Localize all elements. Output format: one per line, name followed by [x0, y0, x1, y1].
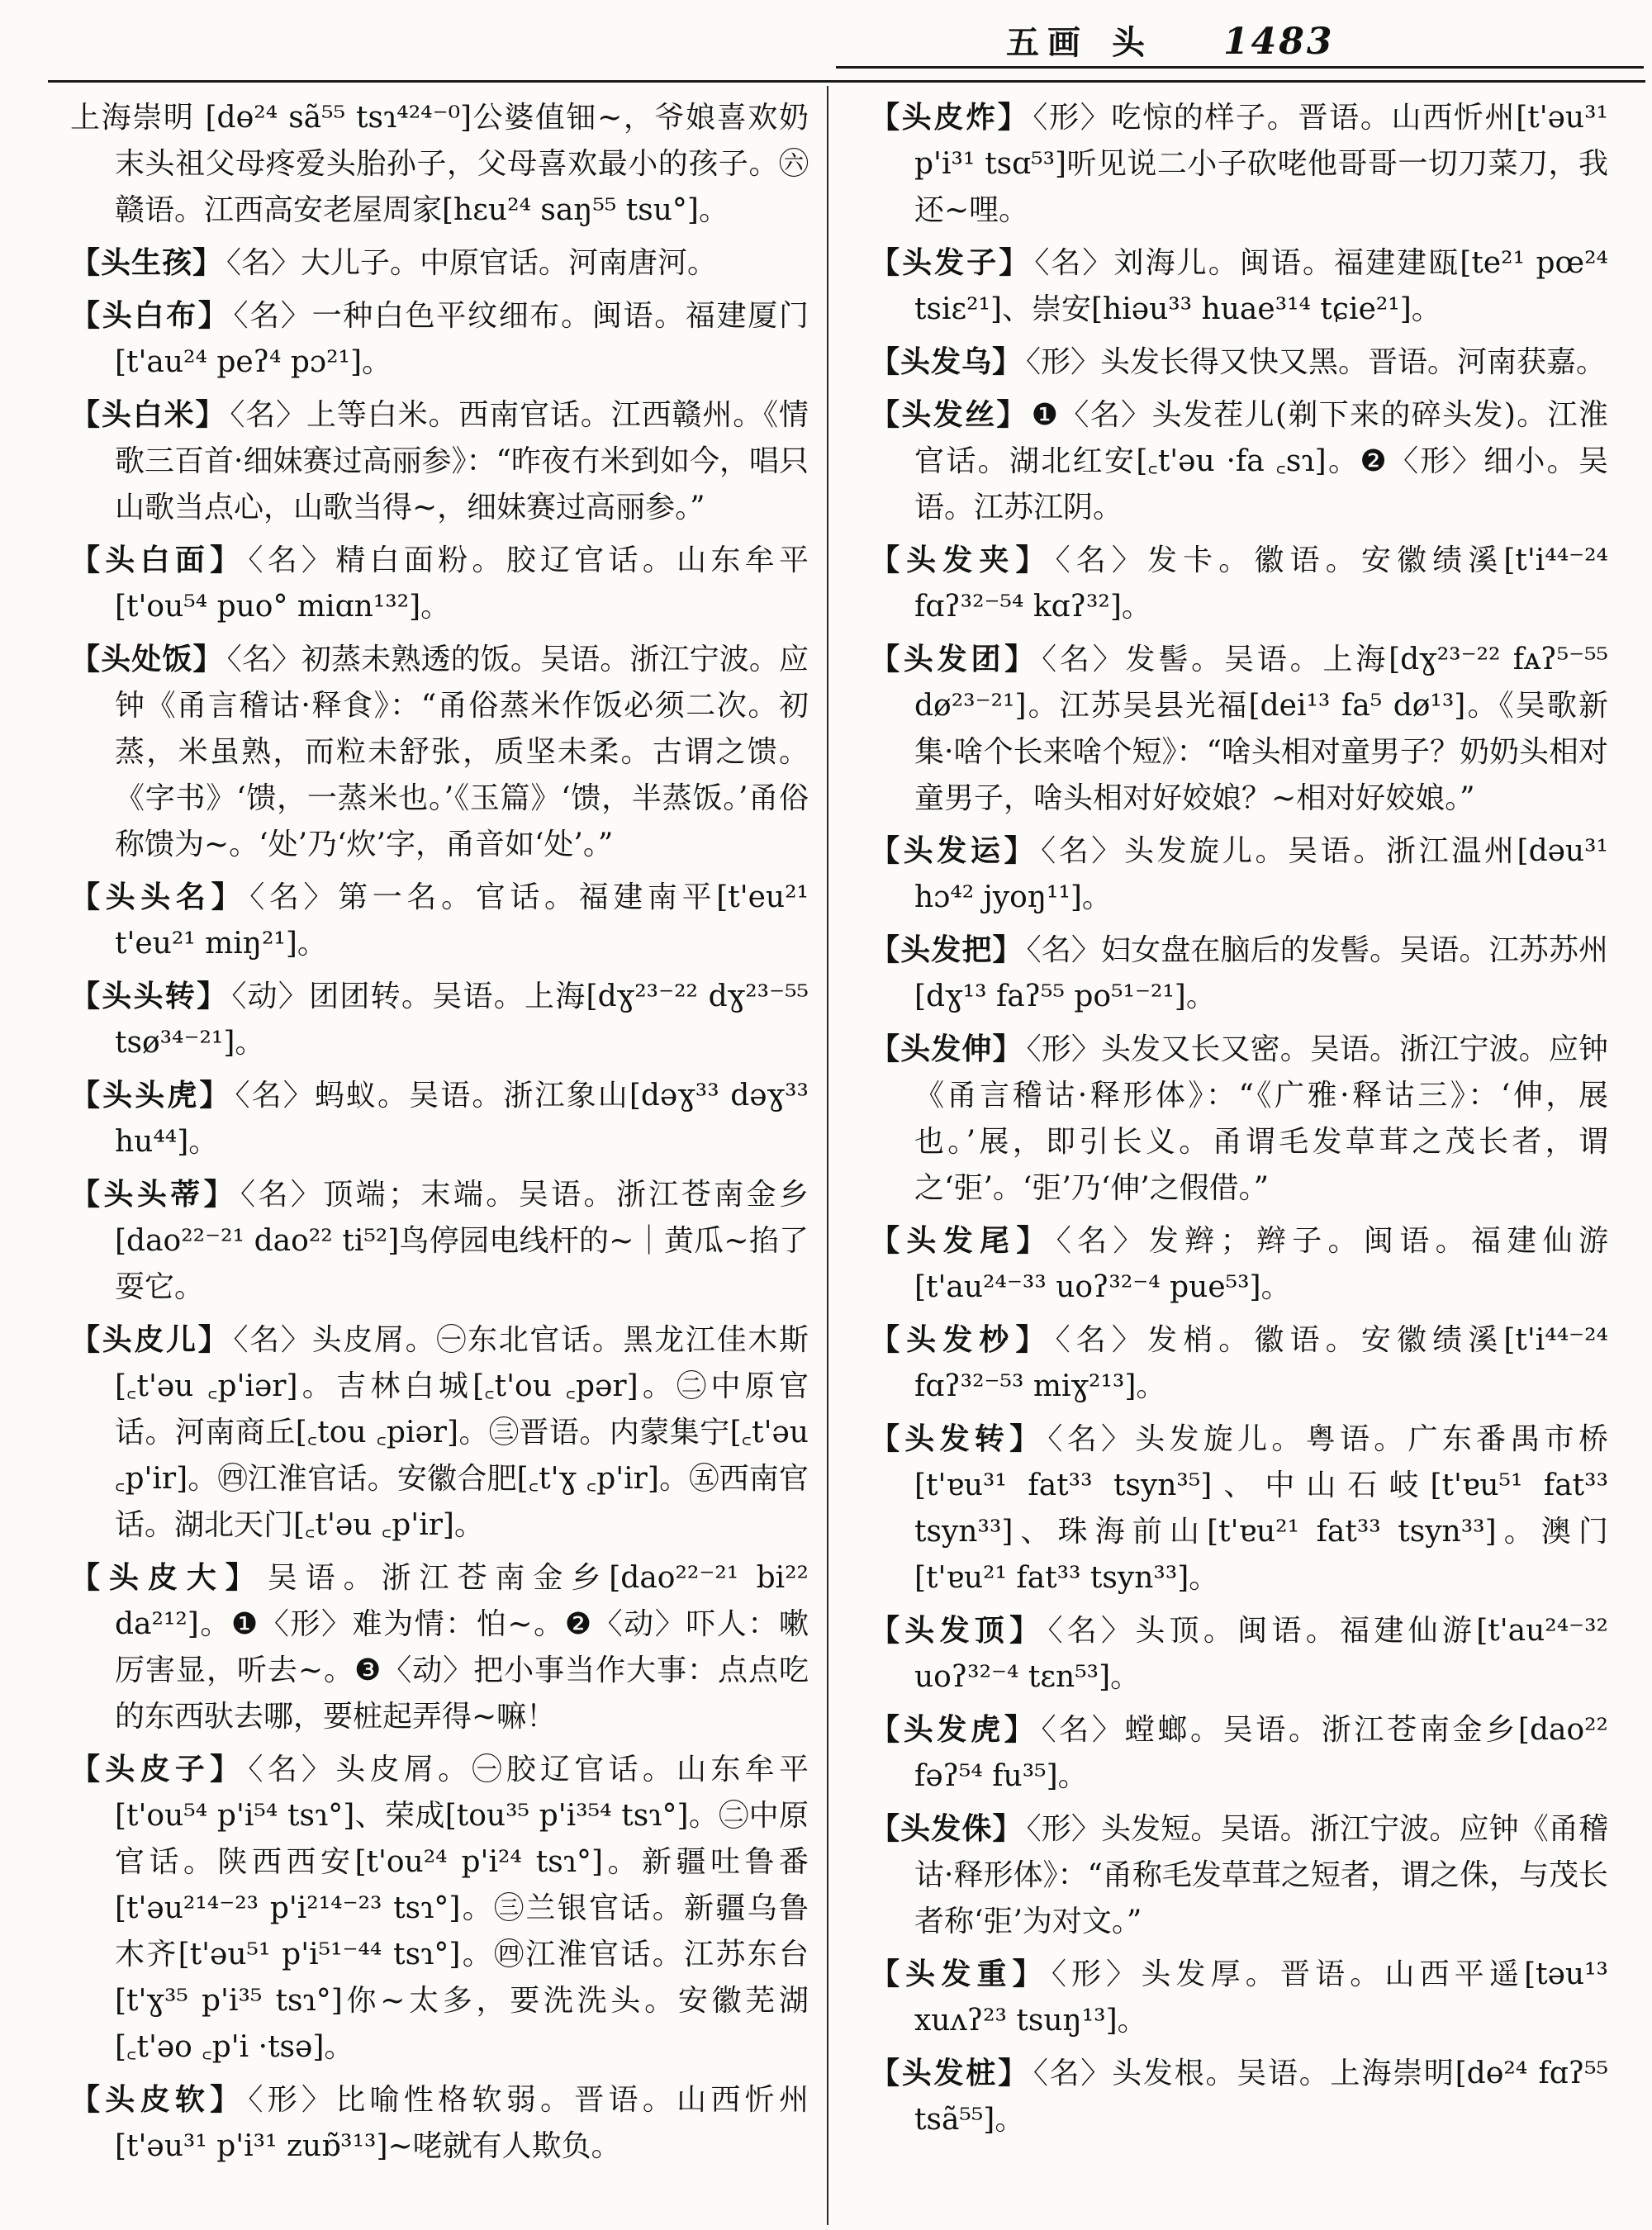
dict-entry: [870, 927, 1608, 1020]
dict-entry: [70, 1171, 809, 1311]
entry-body: 〈名〉发辫；辫子。闽语。福建仙游[t'au²⁴⁻³³ uoʔ³²⁻⁴ pue⁵³]。: [914, 1224, 1608, 1304]
dict-entry: [70, 391, 809, 531]
entry-body: 〈名〉发卡。徽语。安徽绩溪[t'i⁴⁴⁻²⁴ fɑʔ³²⁻⁵⁴ kɑʔ³²]。: [914, 543, 1608, 624]
entry-body: 〈名〉初蒸未熟透的饭。吴语。浙江宁波。应钟《甬言稽诂·释食》：“甬俗蒸米作饭必须二次。初蒸，米虽熟，而粒未舒张，质坚未柔。古谓之馈。《字书》‘馈，一蒸米也。’《玉篇》‘馈，半蒸饭。’甬俗称馈为~。‘处’乃‘炊’字，甬音如‘处’。”: [115, 643, 809, 861]
entry-body: 〈名〉头皮屑。㊀胶辽官话。山东牟平[t'ou⁵⁴ p'i⁵⁴ tsɿ°]、荣成[tou³⁵ p'i³⁵⁴ tsɿ°]。㊁中原官话。陕西西安[t'ou²⁴ p'i²⁴ tsɿ°]。新疆吐鲁番[t'əu²¹⁴⁻²³ p'i²¹⁴⁻²³ tsɿ°]。㊂兰银官话。新疆乌鲁木齐[t'əu⁵¹ p'i⁵¹⁻⁴⁴ tsɿ°]。㊃江淮官话。江苏东台[t'ɣ³⁵ p'i³⁵ tsɿ°]你~太多，要洗洗头。安徽芜湖[꜀t'əo ꜀p'i ·tsə]。: [115, 1753, 809, 2064]
entry-headword: 【头皮子】: [70, 1752, 245, 1786]
dict-entry: [70, 537, 809, 630]
entry-body: 〈名〉发髻。吴语。上海[dɣ²³⁻²² fᴀʔ⁵⁻⁵⁵ dø²³⁻²¹]。江苏吴县光福[dei¹³ fa⁵ dø¹³]。《吴歌新集·啥个长来啥个短》：“啥头相对童男子？奶奶头相对童男子，啥头相对好姣娘？~相对好姣娘。”: [914, 643, 1608, 815]
entry-body: 〈名〉刘海儿。闽语。福建建瓯[te²¹ pœ²⁴ tsiɛ²¹]、崇安[hiəu³³ huae³¹⁴ tɕie²¹]。: [914, 246, 1608, 326]
entry-headword: 【头发转】: [870, 1421, 1045, 1456]
entry-headword: 【头发虎】: [870, 1712, 1038, 1747]
entry-body: 〈名〉一种白色平纹细布。闽语。福建厦门[t'au²⁴ peʔ⁴ pɔ²¹]。: [115, 299, 809, 379]
entry-headword: 【头发尾】: [870, 1223, 1053, 1258]
entry-headword: 【头发侏】: [870, 1811, 1023, 1846]
entry-headword: 【头皮软】: [70, 2082, 245, 2117]
entry-body: 〈名〉头发旋儿。吴语。浙江温州[dəu³¹ hɔ⁴² jyoŋ¹¹]。: [914, 834, 1608, 914]
header-section-label: 五画: [1006, 23, 1089, 62]
entry-headword: 【头头虎】: [70, 1078, 232, 1113]
header-rule-full: [48, 80, 1645, 83]
entry-headword: 【头白布】: [70, 298, 230, 333]
dict-entry: [70, 874, 809, 967]
entry-headword: 【头白面】: [70, 543, 245, 577]
dict-entry: [70, 94, 809, 234]
dict-entry: [70, 973, 809, 1066]
header-radical-label: 头: [1112, 23, 1145, 62]
dict-entry: [70, 1554, 809, 1740]
entry-headword: 【头头蒂】: [70, 1177, 238, 1212]
dict-entry: [70, 240, 809, 287]
entry-body: 〈名〉头顶。闽语。福建仙游[t'au²⁴⁻³² uoʔ³²⁻⁴ tɛn⁵³]。: [914, 1614, 1608, 1694]
entry-body: 〈形〉比喻性格软弱。晋语。山西忻州[t'əu³¹ p'i³¹ zuɒ̃³¹³]~咾就有人欺负。: [115, 2083, 809, 2163]
entry-body: 〈形〉头发短。吴语。浙江宁波。应钟《甬稽诂·释形体》：“甬称毛发草茸之短者，谓之侏，与茂长者称‘弡’为对文。”: [914, 1812, 1608, 1938]
page-number: 1483: [1223, 21, 1335, 63]
entry-headword: 【头发把】: [870, 932, 1023, 967]
entry-headword: 【头处饭】: [70, 642, 224, 676]
entry-headword: 【头头名】: [70, 880, 247, 914]
dict-entry: [70, 1072, 809, 1165]
entry-headword: 【头发重】: [870, 1957, 1048, 1991]
entry-headword: 【头皮大】: [70, 1560, 264, 1595]
entry-headword: 【头发运】: [870, 833, 1038, 868]
entry-headword: 【头发桩】: [870, 2056, 1030, 2090]
entry-body: 〈形〉吃惊的样子。晋语。山西忻州[t'əu³¹ p'i³¹ tsɑ⁵³]听见说二小子砍咾他哥哥一切刀菜刀，我还~哩。: [914, 101, 1608, 227]
entry-headword: 【头发夹】: [870, 543, 1052, 577]
entry-headword: 【头白米】: [70, 397, 227, 432]
entry-body: 〈形〉头发又长又密。吴语。浙江宁波。应钟《甬言稽诂·释形体》：“《广雅·释诂三》：‘伸，展也。’展，即引长义。甬谓毛发草茸之茂长者，谓之‘弡’。‘弡’乃‘伸’之假借。”: [914, 1032, 1608, 1205]
entry-headword: 【头发伸】: [870, 1032, 1023, 1066]
entry-body: ❶〈名〉头发茬儿(剃下来的碎头发)。江淮官话。湖北红安[꜀t'əu ·fa ꜀sɿ]。❷〈形〉细小。吴语。江苏江阴。: [914, 398, 1608, 524]
dict-entry: [870, 391, 1608, 531]
left-column: [70, 94, 809, 2175]
entry-body: 〈名〉头皮屑。㊀东北官话。黑龙江佳木斯[꜀t'əu ꜀p'iər]。吉林白城[꜀t'ou ꜀pər]。㊁中原官话。河南商丘[꜀tou ꜀piər]。㊂晋语。内蒙集宁[꜀t'əu ꜀p'ir]。㊃江淮官话。安徽合肥[꜀t'ɣ ꜀p'ir]。㊄西南官话。湖北天门[꜀t'əu ꜀p'ir]。: [115, 1323, 809, 1542]
right-column: [870, 94, 1608, 2175]
entry-body: 〈名〉第一名。官话。福建南平[t'eu²¹ t'eu²¹ miŋ²¹]。: [115, 880, 809, 961]
entry-body: 〈名〉顶端；末端。吴语。浙江苍南金乡[dao²²⁻²¹ dao²² ti⁵²]鸟停园电线杆的~｜黄瓜~掐了耍它。: [115, 1178, 809, 1304]
dict-entry: [70, 1317, 809, 1549]
entry-body: 〈动〉团团转。吴语。上海[dɣ²³⁻²² dɣ²³⁻⁵⁵ tsø³⁴⁻²¹]。: [115, 980, 809, 1060]
entry-headword: 【头发丝】: [870, 397, 1028, 432]
entry-headword: 【头皮炸】: [870, 100, 1030, 135]
entry-body: 〈名〉妇女盘在脑后的发髻。吴语。江苏苏州[dɣ¹³ faʔ⁵⁵ po⁵¹⁻²¹]。: [914, 933, 1608, 1013]
page-header: [1006, 17, 1334, 64]
entry-body: 上海崇明 [dɵ²⁴ sã⁵⁵ tsɿ⁴²⁴⁻⁰]公婆值钿~，爷娘喜欢奶末头祖父母疼爱头胎孙子，父母喜欢最小的孩子。㊅赣语。江西高安老屋周家[hɛu²⁴ saŋ⁵⁵ tsu°]。: [70, 101, 809, 227]
entry-body: 〈形〉头发长得又快又黑。晋语。河南获嘉。: [1026, 345, 1607, 379]
dict-entry: [870, 537, 1608, 630]
entry-headword: 【头头转】: [70, 979, 229, 1013]
dict-entry: [70, 636, 809, 868]
dict-entry: [870, 1416, 1608, 1601]
dict-entry: [870, 1026, 1608, 1212]
dict-entry: [870, 1706, 1608, 1800]
dict-entry: [870, 2050, 1608, 2143]
dict-entry: [870, 1607, 1608, 1701]
header-rule-right: [836, 66, 1644, 69]
entry-headword: 【头生孩】: [70, 245, 224, 280]
dict-entry: [870, 339, 1608, 386]
entry-body: 〈名〉蚂蚁。吴语。浙江象山[dəɣ³³ dəɣ³³ hu⁴⁴]。: [115, 1079, 809, 1159]
entry-body: 〈名〉大儿子。中原官话。河南唐河。: [226, 246, 718, 280]
entry-body: 〈名〉头发根。吴语。上海崇明[dɵ²⁴ fɑʔ⁵⁵ tsã⁵⁵]。: [914, 2057, 1608, 2137]
entry-body: 〈形〉头发厚。晋语。山西平遥[təu¹³ xuʌʔ²³ tsuŋ¹³]。: [914, 1957, 1608, 2038]
page-body: [70, 94, 1608, 2175]
dict-entry: [870, 94, 1608, 234]
dict-entry: [870, 1317, 1608, 1410]
entry-body: 〈名〉上等白米。西南官话。江西赣州。《情歌三百首·细妹赛过高丽参》：“昨夜冇米到如今，唱只山歌当点心，山歌当得~，细妹赛过高丽参。”: [115, 398, 809, 524]
entry-body: 〈名〉精白面粉。胶辽官话。山东牟平[t'ou⁵⁴ puo° miɑn¹³²]。: [115, 543, 809, 624]
dict-entry: [870, 828, 1608, 921]
dict-entry: [870, 1805, 1608, 1945]
entry-headword: 【头发杪】: [870, 1322, 1052, 1357]
dict-entry: [70, 292, 809, 386]
dict-entry: [870, 1951, 1608, 2044]
entry-headword: 【头皮儿】: [70, 1322, 230, 1357]
entry-headword: 【头发子】: [870, 245, 1032, 280]
entry-body: 吴语。浙江苍南金乡[dao²²⁻²¹ bi²² da²¹²]。❶〈形〉难为情：怕~。❷〈动〉吓人：嗽厉害显，听去~。❸〈动〉把小事当作大事：点点吃的东西驮去哪，要桩起弄得~嘛！: [115, 1561, 809, 1734]
dict-entry: [870, 1217, 1608, 1311]
dict-entry: [70, 1746, 809, 2071]
entry-headword: 【头发团】: [870, 642, 1039, 676]
entry-headword: 【头发乌】: [870, 344, 1023, 379]
entry-body: 〈名〉头发旋儿。粤语。广东番禺市桥[t'ɐu³¹ fat³³ tsyn³⁵]、中山石岐[t'ɐu⁵¹ fat³³ tsyn³³]、珠海前山[t'ɐu²¹ fat³³ tsyn³³]。澳门[t'ɐu²¹ fat³³ tsyn³³]。: [914, 1422, 1608, 1595]
entry-body: 〈名〉螳螂。吴语。浙江苍南金乡[dao²² fəʔ⁵⁴ fu³⁵]。: [914, 1713, 1608, 1793]
entry-body: 〈名〉发梢。徽语。安徽绩溪[t'i⁴⁴⁻²⁴ fɑʔ³²⁻⁵³ miɣ²¹³]。: [914, 1323, 1608, 1403]
entry-headword: 【头发顶】: [870, 1613, 1045, 1648]
dict-entry: [870, 240, 1608, 333]
dict-entry: [70, 2076, 809, 2170]
dict-entry: [870, 636, 1608, 822]
